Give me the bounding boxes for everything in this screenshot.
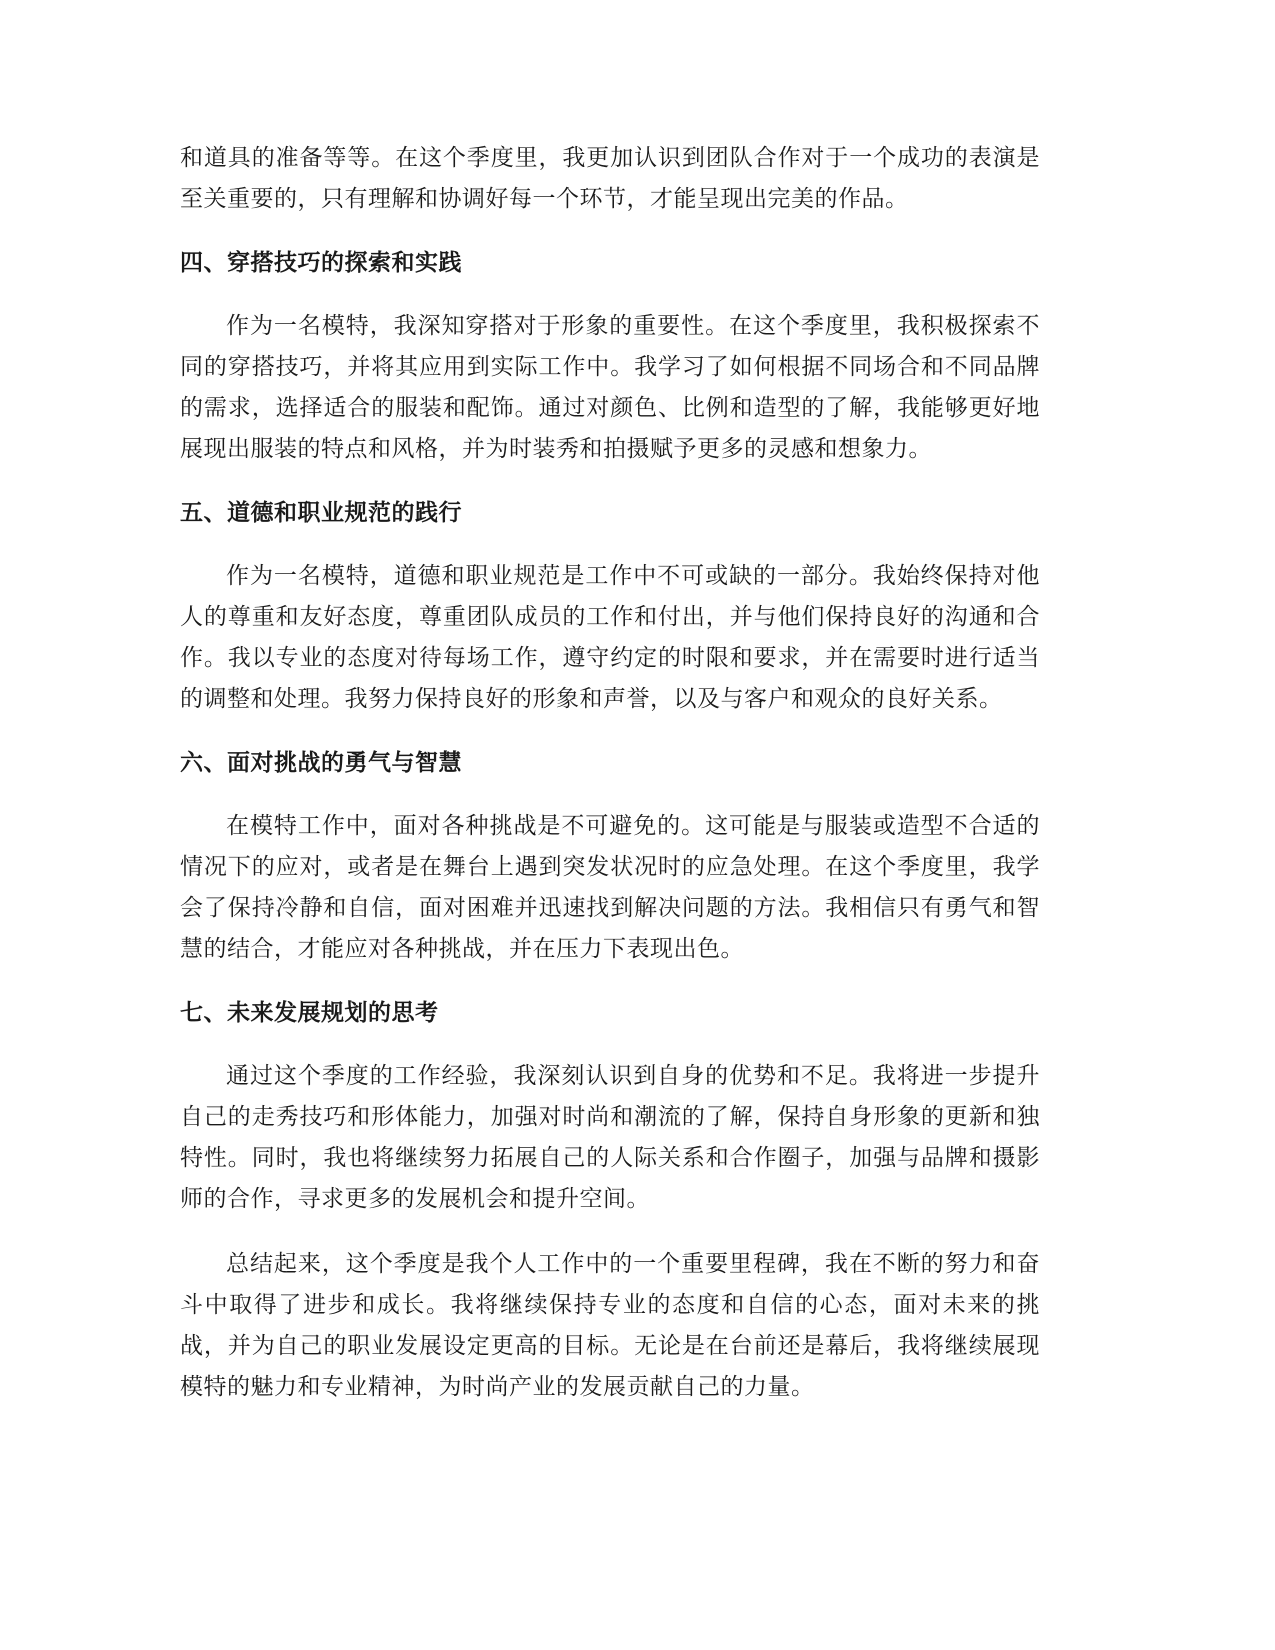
section-5-heading: 五、道德和职业规范的践行: [180, 500, 462, 526]
section-6-paragraph: 在模特工作中，面对各种挑战是不可避免的。这可能是与服装或造型不合适的情况下的应对，或者是在舞台上遇到突发状况时的应急处理。在这个季度里，我学会了保持冷静和自信，面对困难并迅速找到解决问题的方法。我相信只有勇气和智慧的结合，才能应对各种挑战，并在压力下表现出色。: [180, 813, 1040, 962]
section-4-paragraph: 作为一名模特，我深知穿搭对于形象的重要性。在这个季度里，我积极探索不同的穿搭技巧，并将其应用到实际工作中。我学习了如何根据不同场合和不同品牌的需求，选择适合的服装和配饰。通过对颜色、比例和造型的了解，我能够更好地展现出服装的特点和风格，并为时装秀和拍摄赋予更多的灵感和想象力。: [180, 313, 1040, 462]
section-6-heading: 六、面对挑战的勇气与智慧: [180, 750, 462, 776]
conclusion-paragraph: 总结起来，这个季度是我个人工作中的一个重要里程碑，我在不断的努力和奋斗中取得了进步和成长。我将继续保持专业的态度和自信的心态，面对未来的挑战，并为自己的职业发展设定更高的目标。无论是在台前还是幕后，我将继续展现模特的魅力和专业精神，为时尚产业的发展贡献自己的力量。: [180, 1251, 1040, 1400]
section-7-heading: 七、未来发展规划的思考: [180, 1000, 439, 1026]
document-page: [180, 138, 1040, 1408]
section-7-paragraph: 通过这个季度的工作经验，我深刻认识到自身的优势和不足。我将进一步提升自己的走秀技巧和形体能力，加强对时尚和潮流的了解，保持自身形象的更新和独特性。同时，我也将继续努力拓展自己的人际关系和合作圈子，加强与品牌和摄影师的合作，寻求更多的发展机会和提升空间。: [180, 1063, 1040, 1212]
section-4-heading: 四、穿搭技巧的探索和实践: [180, 250, 462, 276]
intro-continuation-paragraph: 和道具的准备等等。在这个季度里，我更加认识到团队合作对于一个成功的表演是至关重要的，只有理解和协调好每一个环节，才能呈现出完美的作品。: [180, 145, 1040, 212]
section-5-paragraph: 作为一名模特，道德和职业规范是工作中不可或缺的一部分。我始终保持对他人的尊重和友好态度，尊重团队成员的工作和付出，并与他们保持良好的沟通和合作。我以专业的态度对待每场工作，遵守约定的时限和要求，并在需要时进行适当的调整和处理。我努力保持良好的形象和声誉，以及与客户和观众的良好关系。: [180, 563, 1040, 712]
